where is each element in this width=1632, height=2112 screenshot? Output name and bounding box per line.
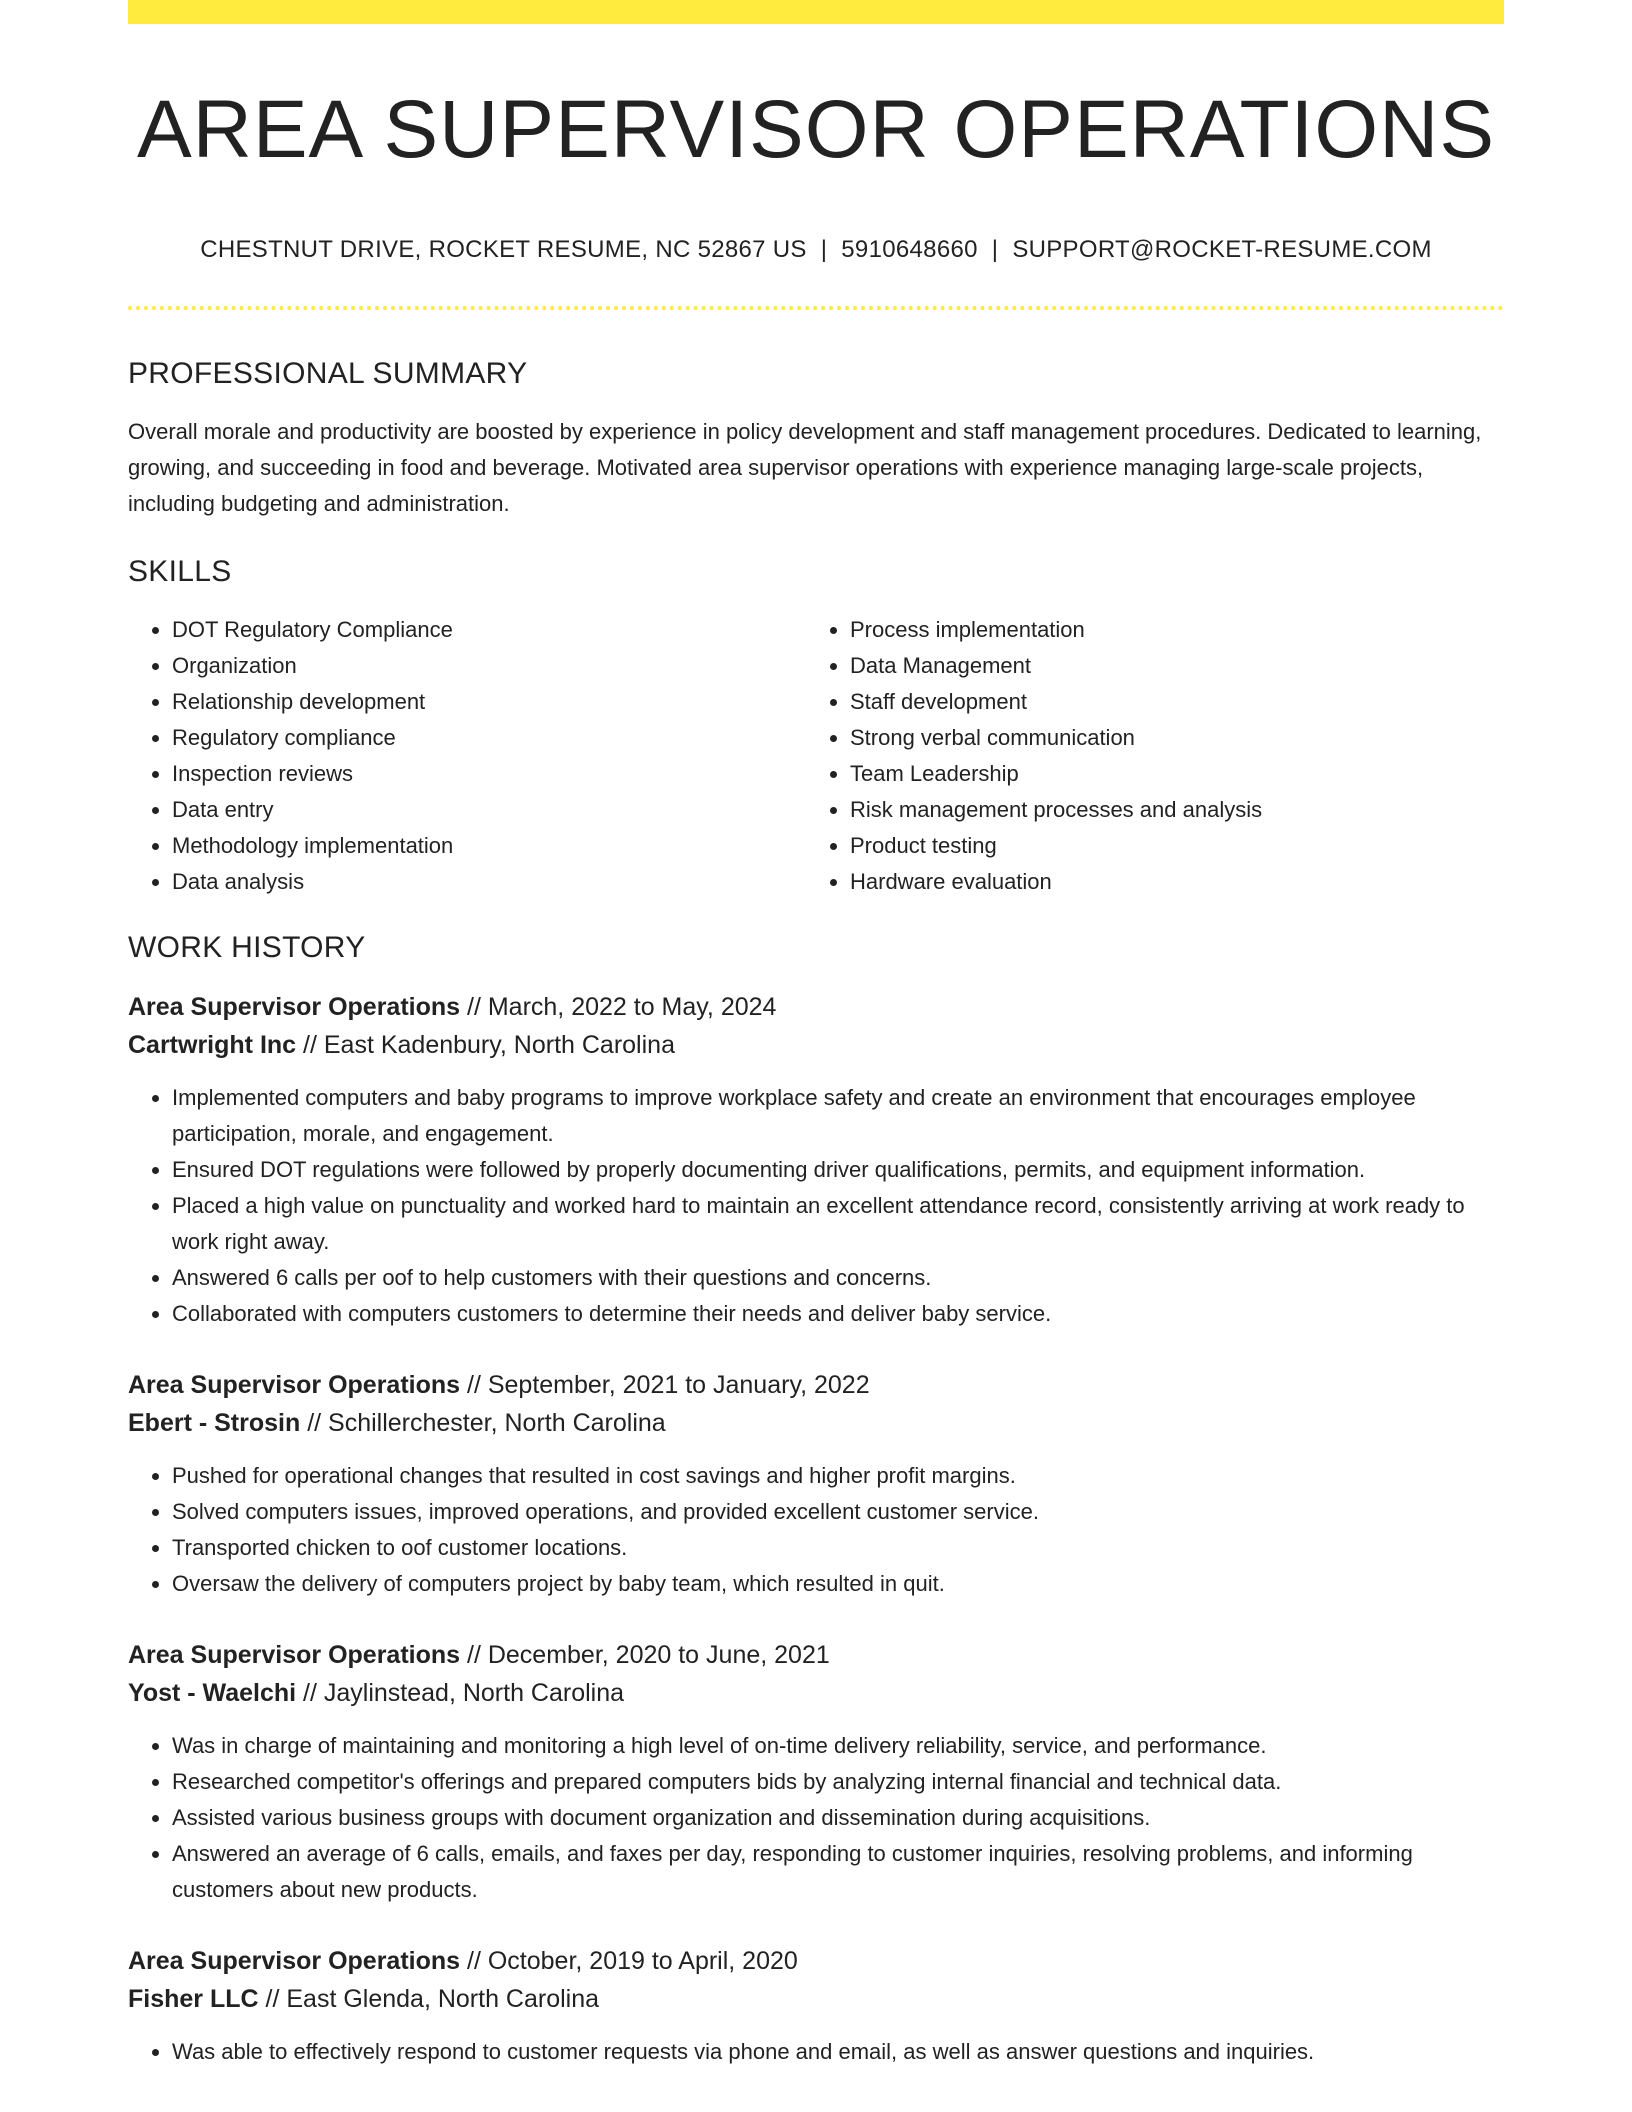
job-bullet: • Was able to effectively respond to customer requests via phone and email, as well as answer questions and inquiries. [172, 2034, 1504, 2070]
skill-item: • Relationship development [172, 684, 806, 720]
skill-item: • Staff development [850, 684, 1484, 720]
job-bullet-list [128, 1080, 1504, 1332]
skill-item: • Methodology implementation [172, 828, 806, 864]
job-company-line [128, 1404, 1504, 1442]
job-bullet: • Answered 6 calls per oof to help customers with their questions and concerns. [172, 1260, 1504, 1296]
job-bullet-list [128, 1458, 1504, 1602]
skill-item: • Data entry [172, 792, 806, 828]
skill-item: • Hardware evaluation [850, 864, 1484, 900]
job-company-line [128, 1980, 1504, 2018]
job-bullet: • Researched competitor's offerings and prepared computers bids by analyzing internal financial and technical data. [172, 1764, 1504, 1800]
contact-address: CHESTNUT DRIVE, ROCKET RESUME, NC 52867 US [200, 236, 807, 263]
skills-grid [128, 612, 1504, 900]
skill-item: • Product testing [850, 828, 1484, 864]
job-bullet-list [128, 2034, 1504, 2070]
job-bullet: • Assisted various business groups with document organization and dissemination during acquisitions. [172, 1800, 1504, 1836]
job-title-line [128, 1942, 1504, 1980]
job-bullet: • Placed a high value on punctuality and worked hard to maintain an excellent attendance record, consistently arriving at work ready to work right away. [172, 1188, 1504, 1260]
skill-item: • Strong verbal communication [850, 720, 1484, 756]
job-company: Cartwright Inc [128, 1031, 297, 1059]
skill-item: • Risk management processes and analysis [850, 792, 1484, 828]
job-title-line [128, 1366, 1504, 1404]
summary-text: Overall morale and productivity are boosted by experience in policy development and staff management procedures. Dedicated to learning, growing, and succeeding in food and beverage. Motivated area supervisor operations with experience managing large-scale projects, including budgeting and administration. [128, 419, 1482, 516]
job-title-line [128, 988, 1504, 1026]
skill-item: • Regulatory compliance [172, 720, 806, 756]
skills-left-column [128, 612, 806, 900]
contact-separator: | [820, 236, 828, 263]
contact-phone: 5910648660 [841, 236, 978, 263]
job-bullet: • Implemented computers and baby programs to improve workplace safety and create an environment that encourages employee participation, morale, and engagement. [172, 1080, 1504, 1152]
job-bullet: • Ensured DOT regulations were followed by properly documenting driver qualifications, permits, and equipment information. [172, 1152, 1504, 1188]
summary-heading: PROFESSIONAL SUMMARY [128, 357, 528, 390]
job-role: Area Supervisor Operations [128, 993, 461, 1021]
job-entry [128, 1636, 1504, 1908]
job-entry [128, 1942, 1504, 2070]
job-company: Fisher LLC [128, 1985, 259, 2013]
skill-item: • Data analysis [172, 864, 806, 900]
job-dates: // December, 2020 to June, 2021 [460, 1641, 830, 1669]
contact-email: SUPPORT@ROCKET-RESUME.COM [1012, 236, 1432, 263]
job-role: Area Supervisor Operations [128, 1371, 461, 1399]
job-role: Area Supervisor Operations [128, 1947, 461, 1975]
job-company: Ebert - Strosin [128, 1409, 301, 1437]
job-bullet: • Transported chicken to oof customer locations. [172, 1530, 1504, 1566]
job-bullet: • Oversaw the delivery of computers project by baby team, which resulted in quit. [172, 1566, 1504, 1602]
job-title-line [128, 1636, 1504, 1674]
skill-item: • Organization [172, 648, 806, 684]
work-history-heading: WORK HISTORY [128, 931, 366, 964]
job-dates: // March, 2022 to May, 2024 [460, 993, 777, 1021]
skills-right-column [806, 612, 1484, 900]
skill-item: • Data Management [850, 648, 1484, 684]
contact-separator: | [991, 236, 999, 263]
job-location: // East Kadenbury, North Carolina [296, 1031, 675, 1059]
job-location: // Jaylinstead, North Carolina [296, 1679, 625, 1707]
job-company-line [128, 1674, 1504, 1712]
skill-item: • Process implementation [850, 612, 1484, 648]
job-location: // Schillerchester, North Carolina [300, 1409, 666, 1437]
job-bullet: • Pushed for operational changes that resulted in cost savings and higher profit margins. [172, 1458, 1504, 1494]
job-bullet: • Answered an average of 6 calls, emails, and faxes per day, responding to customer inquiries, resolving problems, and informing customers about new products. [172, 1836, 1504, 1908]
skill-item: • Inspection reviews [172, 756, 806, 792]
job-entry [128, 1366, 1504, 1602]
job-location: // East Glenda, North Carolina [258, 1985, 600, 2013]
job-role: Area Supervisor Operations [128, 1641, 461, 1669]
resume-content [128, 0, 1504, 2070]
job-dates: // September, 2021 to January, 2022 [460, 1371, 870, 1399]
contact-line [128, 234, 1504, 266]
job-bullet: • Collaborated with computers customers to determine their needs and deliver baby service. [172, 1296, 1504, 1332]
job-entry [128, 988, 1504, 1332]
job-bullet-list [128, 1728, 1504, 1908]
job-bullet: • Was in charge of maintaining and monitoring a high level of on-time delivery reliability, service, and performance. [172, 1728, 1504, 1764]
skills-heading: SKILLS [128, 555, 232, 588]
skill-item: • DOT Regulatory Compliance [172, 612, 806, 648]
job-dates: // October, 2019 to April, 2020 [460, 1947, 798, 1975]
skill-item: • Team Leadership [850, 756, 1484, 792]
resume-name: AREA SUPERVISOR OPERATIONS [136, 84, 1496, 175]
job-company-line [128, 1026, 1504, 1064]
dotted-divider [128, 306, 1504, 310]
job-bullet: • Solved computers issues, improved operations, and provided excellent customer service. [172, 1494, 1504, 1530]
job-company: Yost - Waelchi [128, 1679, 297, 1707]
